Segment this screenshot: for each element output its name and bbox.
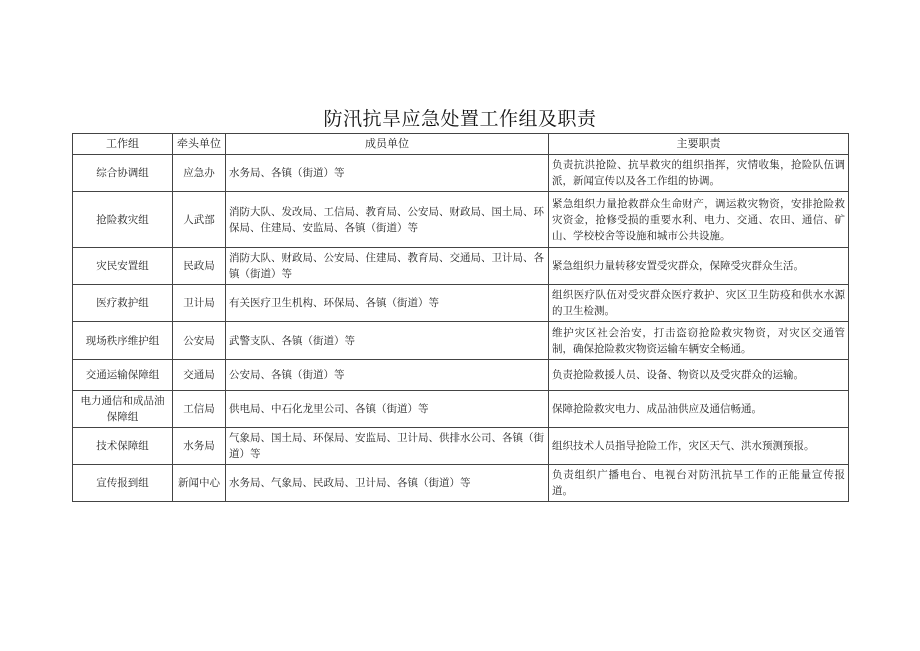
table-row (73, 360, 849, 391)
duty-cell: 紧急组织力量转移安置受灾群众，保障受灾群众生活。 (549, 248, 849, 285)
members-cell: 水务局、气象局、民政局、卫计局、各镇（街道）等 (226, 465, 549, 502)
table-row (73, 155, 849, 192)
members-cell: 公安局、各镇（街道）等 (226, 360, 549, 391)
members-cell: 有关医疗卫生机构、环保局、各镇（街道）等 (226, 285, 549, 322)
lead-cell: 公安局 (173, 322, 226, 360)
duty-cell: 组织技术人员指导抢险工作，灾区天气、洪水预测预报。 (549, 428, 849, 465)
members-cell: 气象局、国土局、环保局、安监局、卫计局、供排水公司、各镇（街道）等 (226, 428, 549, 465)
group-cell: 技术保障组 (73, 428, 173, 465)
lead-cell: 应急办 (173, 155, 226, 192)
duty-cell: 负责抢险救援人员、设备、物资以及受灾群众的运输。 (549, 360, 849, 391)
lead-cell: 水务局 (173, 428, 226, 465)
members-cell: 消防大队、发改局、工信局、教育局、公安局、财政局、国土局、环保局、住建局、安监局、各镇（街道）等 (226, 192, 549, 248)
lead-cell: 卫计局 (173, 285, 226, 322)
table-row (73, 285, 849, 322)
table-row (73, 428, 849, 465)
group-cell: 医疗救护组 (73, 285, 173, 322)
group-cell: 灾民安置组 (73, 248, 173, 285)
lead-cell: 民政局 (173, 248, 226, 285)
header-group: 工作组 (73, 134, 173, 155)
duty-cell: 负责组织广播电台、电视台对防汛抗旱工作的正能量宣传报道。 (549, 465, 849, 502)
members-cell: 武警支队、各镇（街道）等 (226, 322, 549, 360)
table-row (73, 192, 849, 248)
group-cell: 交通运输保障组 (73, 360, 173, 391)
duty-cell: 维护灾区社会治安，打击盗窃抢险救灾物资，对灾区交通管制，确保抢险救灾物资运输车辆安全畅通。 (549, 322, 849, 360)
header-lead: 牵头单位 (173, 134, 226, 155)
duty-cell: 保障抢险救灾电力、成品油供应及通信畅通。 (549, 391, 849, 428)
group-cell: 现场秩序维护组 (73, 322, 173, 360)
table-row (73, 465, 849, 502)
table-row (73, 248, 849, 285)
duty-cell: 负责抗洪抢险、抗旱救灾的组织指挥，灾情收集，抢险队伍调派，新闻宣传以及各工作组的协调。 (549, 155, 849, 192)
group-cell: 抢险救灾组 (73, 192, 173, 248)
group-cell: 电力通信和成品油保障组 (73, 391, 173, 428)
table-header-row (73, 134, 849, 155)
members-cell: 水务局、各镇（街道）等 (226, 155, 549, 192)
header-duty: 主要职责 (549, 134, 849, 155)
header-members: 成员单位 (226, 134, 549, 155)
table-row (73, 391, 849, 428)
document-title: 防汛抗旱应急处置工作组及职责 (323, 108, 597, 130)
members-cell: 消防大队、财政局、公安局、住建局、教育局、交通局、卫计局、各镇（街道）等 (226, 248, 549, 285)
lead-cell: 交通局 (173, 360, 226, 391)
group-cell: 宣传报到组 (73, 465, 173, 502)
duty-cell: 组织医疗队伍对受灾群众医疗救护、灾区卫生防疫和供水水源的卫生检测。 (549, 285, 849, 322)
members-cell: 供电局、中石化龙里公司、各镇（街道）等 (226, 391, 549, 428)
table-row (73, 322, 849, 360)
lead-cell: 工信局 (173, 391, 226, 428)
lead-cell: 人武部 (173, 192, 226, 248)
work-group-table (72, 133, 849, 502)
group-cell: 综合协调组 (73, 155, 173, 192)
duty-cell: 紧急组织力量抢救群众生命财产，调运救灾物资，安排抢险救灾资金，抢修受损的重要水利、电力、交通、农田、通信、矿山、学校校舍等设施和城市公共设施。 (549, 192, 849, 248)
lead-cell: 新闻中心 (173, 465, 226, 502)
